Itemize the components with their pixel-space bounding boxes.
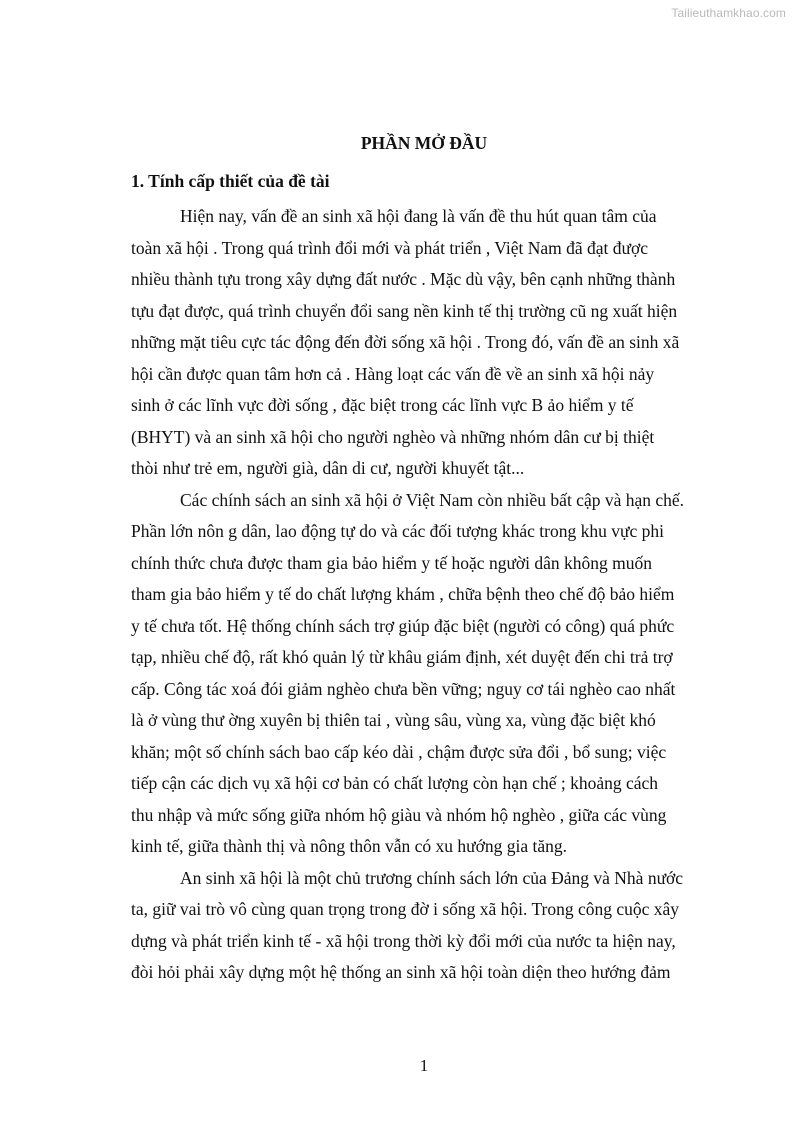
paragraph-line: thòi như trẻ em, người già, dân di cư, người khuyết tật... (131, 458, 525, 478)
paragraph-line: tiếp cận các dịch vụ xã hội cơ bản có chất lượng còn hạn chế ; khoảng cách (131, 773, 659, 793)
paragraph-1 (131, 201, 717, 485)
paragraph-line: tham gia bảo hiểm y tế do chất lượng khám , chữa bệnh theo chế độ bảo hiểm (131, 584, 675, 604)
watermark: Tailieuthamkhao.com (671, 6, 786, 20)
paragraph-line: đòi hỏi phải xây dựng một hệ thống an sinh xã hội toàn diện theo hướng đảm (131, 962, 671, 982)
paragraph-line: toàn xã hội . Trong quá trình đổi mới và phát triển , Việt Nam đã đạt được (131, 237, 649, 258)
paragraph-line: (BHYT) và an sinh xã hội cho người nghèo và những nhóm dân cư bị thiệt (131, 426, 655, 447)
paragraph-line: tạp, nhiều chế độ, rất khó quản lý từ khâu giám định, xét duyệt đến chi trả trợ (131, 647, 673, 667)
paragraph-line: y tế chưa tốt. Hệ thống chính sách trợ giúp đặc biệt (người có công) quá phức (131, 615, 675, 636)
paragraph-line: ta, giữ vai trò vô cùng quan trọng trong đờ i sống xã hội. Trong công cuộc xây (131, 899, 680, 919)
paragraph-line: sinh ở các lĩnh vực đời sống , đặc biệt trong các lĩnh vực B ảo hiểm y tế (131, 395, 634, 415)
paragraph-line: An sinh xã hội là một chủ trương chính sách lớn của Đảng và Nhà nước (180, 867, 684, 888)
paragraph-line: thu nhập và mức sống giữa nhóm hộ giàu và nhóm hộ nghèo , giữa các vùng (131, 804, 667, 825)
paragraph-line: kinh tế, giữa thành thị và nông thôn vẫn có xu hướng gia tăng. (131, 836, 567, 856)
paragraph-line: hội cần được quan tâm hơn cả . Hàng loạt các vấn đề về an sinh xã hội nảy (131, 363, 655, 384)
paragraph-line: Hiện nay, vấn đề an sinh xã hội đang là vấn đề thu hút quan tâm của (180, 206, 657, 226)
paragraph-line: những mặt tiêu cực tác động đến đời sống xã hội . Trong đó, vấn đề an sinh xã (131, 332, 680, 352)
section-title: 1. Tính cấp thiết của đề tài (131, 171, 330, 191)
paragraph-line: chính thức chưa được tham gia bảo hiểm y tế hoặc người dân không muốn (131, 552, 653, 573)
paragraph-line: Các chính sách an sinh xã hội ở Việt Nam còn nhiều bất cập và hạn chế. (180, 489, 685, 510)
page-number: 1 (419, 1056, 429, 1075)
paragraph-line: là ở vùng thư ờng xuyên bị thiên tai , vùng sâu, vùng xa, vùng đặc biệt khó (131, 710, 656, 730)
paragraph-line: dựng và phát triển kinh tế - xã hội trong thời kỳ đổi mới của nước ta hiện nay, (131, 930, 676, 951)
paragraph-line: nhiều thành tựu trong xây dựng đất nước . Mặc dù vậy, bên cạnh những thành (131, 269, 676, 289)
paragraph-line: khăn; một số chính sách bao cấp kéo dài , chậm được sửa đổi , bổ sung; việc (131, 741, 667, 762)
page-heading: PHẦN MỞ ĐẦU (360, 133, 488, 153)
document-page (131, 130, 717, 989)
paragraph-3 (131, 863, 717, 989)
paragraph-line: cấp. Công tác xoá đói giảm nghèo chưa bền vững; nguy cơ tái nghèo cao nhất (131, 678, 676, 699)
paragraph-2 (131, 485, 717, 863)
paragraph-line: tựu đạt được, quá trình chuyển đổi sang nền kinh tế thị trường cũ ng xuất hiện (131, 300, 678, 321)
paragraph-line: Phần lớn nôn g dân, lao động tự do và các đối tượng khác trong khu vực phi (131, 521, 664, 541)
